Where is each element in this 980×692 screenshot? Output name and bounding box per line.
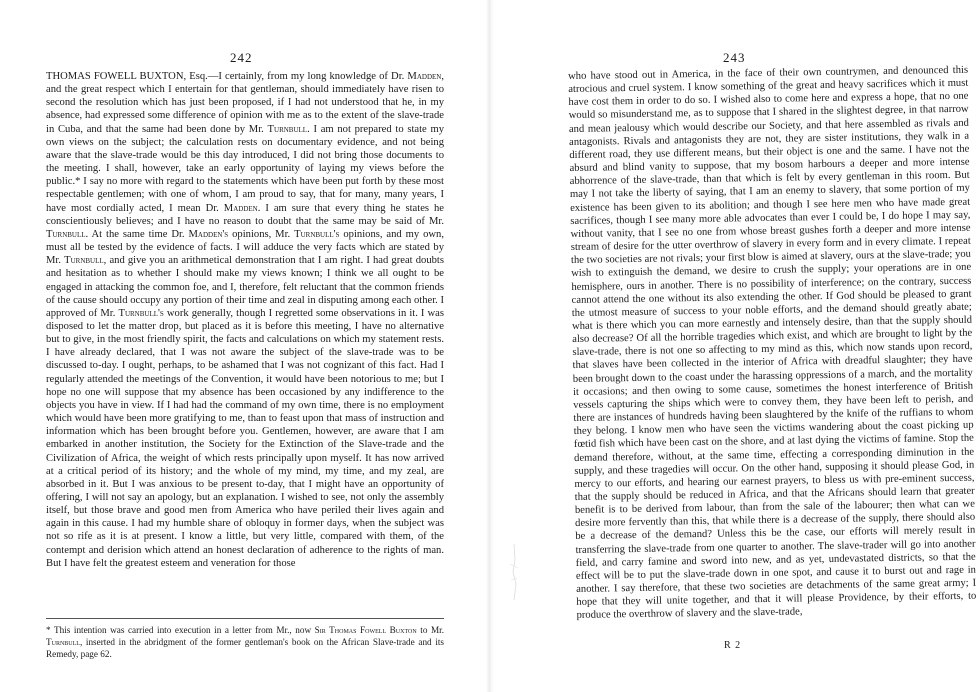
name-madden: Madden's xyxy=(188,228,229,240)
paper-blemish xyxy=(500,540,528,610)
speaker-name: THOMAS FOWELL BUXTON xyxy=(46,71,184,82)
footnote-rule xyxy=(46,618,444,619)
signature-mark: R 2 xyxy=(724,640,742,651)
name-turnbull: Turnbull xyxy=(267,123,308,135)
name-turnbull: Turnbull xyxy=(46,228,86,240)
footnote-text-run: * This intention was carried into execution in a letter from Mr., now xyxy=(46,625,315,635)
body-text-run: , and the great respect which I entertain for that gentleman, should immediately have risen to second the resolution which has just been proposed, if I had not understood that he, in my absence, had expressed some difference of opinion with me as to the extent of the slave-trade in Cuba, and that the same had been done by Mr. xyxy=(46,71,444,135)
body-text-run: I certainly, from my long knowledge of Dr. xyxy=(218,71,408,82)
body-text-run: work generally, though I regretted some observations in it. I was disposed to let the matter drop, but placed as it is before this meeting, I have no alternative but to give, in the most friendly spirit, the facts and calculations on which my statement rests. I have already declared, that I was not aware the subject of the slave-trade was to be discussed to-day. I ought, perhaps, to be ashamed that I was not cognizant of this fact. Had I regularly attended the meetings of the Convention, it would have been notorious to me; but I hope no one will suppose that my absence has been occasioned by any indifference to the objects you have in view. If I had had the command of my own time, there is no employment which would have been more gratifying to me, than to feast upon that mass of instruction and information which has been brought before you. Gentlemen, however, are aware that I am embarked in another institution, the Society for the Extinction of the Slave-trade and the Civilization of Africa, the weight of which rests principally upon myself. It has now arrived at a critical period of its history; and the whole of my mind, my time, and my zeal, are absorbed in it. But I was anxious to be present to-day, that I might have an opportunity of offering, I will not say an apology, but an explanation. I wished to see, not only the assembly itself, but those brave and good men from America who have periled their lives again and again in this cause. I had my humble share of obloquy in former days, when the subject was not so rife as it is at present. I know a little, but very little, compared with them, of the contempt and derision which attend an honest declaration of adherence to the rights of man. But I have felt the greatest esteem and veneration for those xyxy=(46,307,444,569)
footnote xyxy=(46,624,444,660)
body-text-run: . I am sure that every thing he states he conscientiously believes; and I have no reason to doubt that the same may be said of Mr. xyxy=(46,202,444,227)
page-number-right: 243 xyxy=(723,50,746,65)
name-buxton: Sir Thomas Fowell Buxton xyxy=(314,625,417,635)
name-turnbull: Turnbull xyxy=(46,637,80,647)
footnote-text-run: , inserted in the abridgment of the former gentleman's book on the African Slave-trade and its Remedy, page 62. xyxy=(46,637,444,659)
speaker-suffix: , Esq.— xyxy=(183,71,219,82)
body-text-run: . I am not prepared to state my own views on the subject; the calculation rests on documentary evidence, and not being aware that the slave-trade would be this day introduced, I did not bring those documents to the meeting. I shall, however, take an early opportunity of laying my views before the public.* I say no more with regard to the statements which have been put forth by these most respectable gentlemen; with one of whom, I am proud to say, that for many, many years, I have most cordially acted, I mean Dr. xyxy=(46,123,445,214)
page-number-left: 242 xyxy=(230,50,253,65)
right-page xyxy=(490,0,980,692)
body-text-run: , and give you an arithmetical demonstration that I am right. I had great doubts and hesitation as to whether I should make my views known; I think we all ought to be engaged in attacking the common foe, and I, therefore, felt reluctant that the common friends of the cause should occupy any portion of their time and zeal in disputing among each other. I approved of Mr. xyxy=(46,255,444,319)
footnote-text-run: to Mr. xyxy=(416,625,444,635)
name-madden: Madden xyxy=(223,202,258,214)
body-text-run: opinions, and my own, must all be tested by the evidence of facts. I will adduce the very facts which are stated by Mr. xyxy=(46,228,444,267)
right-page-body: who have stood out in America, in the face of their own countrymen, and denounced this atrocious and cruel system. I know something of the great and heavy sacrifices which it must have cost them in order to do so. I wished also to come here and express a hope, that no one would so misunderstand me, as to suppose that I shared in the slightest degree, in that narrow and mean jealousy which would describe our Society, and that here assembled as rivals and antagonists. Rivals and antagonists they are not, they are sister institutions, they walk in a different road, they use different means, but their object is one and the same. I have not the absurd and blind vanity to suppose, that my bosom harbours a deeper and more intense abhorrence of the slave-trade, than that which is felt by every gentleman in this room. But may I not take the liberty of saying, that I am an enemy to slavery, that some portion of my existence has been given to its abolition; and though I see here men who have made great sacrifices, though I see many more able advocates than ever I could be, I do hope I may say, without vanity, that I see no one from whose breast gushes forth a deeper and more intense stream of desire for the utter overthrow of slavery in every form and in every climate. I repeat the two societies are not rivals; your first blow is aimed at slavery, ours at the slave-trade; you wish to extinguish the demand, we desire to crush the supply; your operations are in one hemisphere, ours in another. There is no possibility of interference; on the contrary, success cannot attend the one without its also extending the other. If God should be pleased to grant the utmost measure of success to your noble efforts, and the demand should greatly abate; what is there which you can more earnestly and intensely desire, than that the supply should also decrease? Of all the horrible tragedies which exist, and which are brought to light by the slave-trade, there is not one so affecting to my mind as this, which now stands upon record, that slaves have been collected in the interior of Africa with dreadful slaughter; they have been brought down to the coast under the harassing oppressions of a march, and the mortality it occasions; and then owing to some cause, sometimes the honest interference of British vessels capturing the ships which were to convey them, they have been left to perish, and there are instances of hundreds having been slaughtered by the knife of the ruffians to whom they belong. I know men who have seen the victims wandering about the coast picking up fœtid fish which have been cast on the shore, and at last dying the victims of famine. Stop the demand therefore, without, at the same time, effecting a corresponding diminution in the supply, and these tragedies will occur. On the other hand, supposing it should please God, in mercy to our efforts, and hearing our earnest prayers, to bless us with pre-eminent success, that the supply should be reduced in Africa, and that the Africans should learn that greater benefit is to be derived from labour, than from the sale of the labourer; then what can we desire more fervently than this, that while there is a decrease of the supply, there should also be a decrease of the demand? Unless this be the case, our efforts will merely result in transferring the slave-trade from one quarter to another. The slave-trader will go into another field, and carry famine and sword into new, and as yet, undevastated districts, so that the effect will be to put the slave-trade down in one spot, and cause it to burst out and rage in another. I say therefore, that these two societies are detachments of the same great army; I hope that they will unite together, and that it will please Providence, by their efforts, to produce the overthrow of slavery and the slave-trade, xyxy=(568,64,977,622)
name-turnbull: Turnbull xyxy=(64,255,104,267)
left-page-body xyxy=(46,70,444,570)
name-turnbull: Turnbull's xyxy=(118,307,164,319)
name-madden: Madden xyxy=(407,71,442,82)
body-text-run: opinions, Mr. xyxy=(228,228,295,240)
body-text-run: . At the same time Dr. xyxy=(85,228,189,240)
name-turnbull: Turnbull's xyxy=(294,228,340,240)
